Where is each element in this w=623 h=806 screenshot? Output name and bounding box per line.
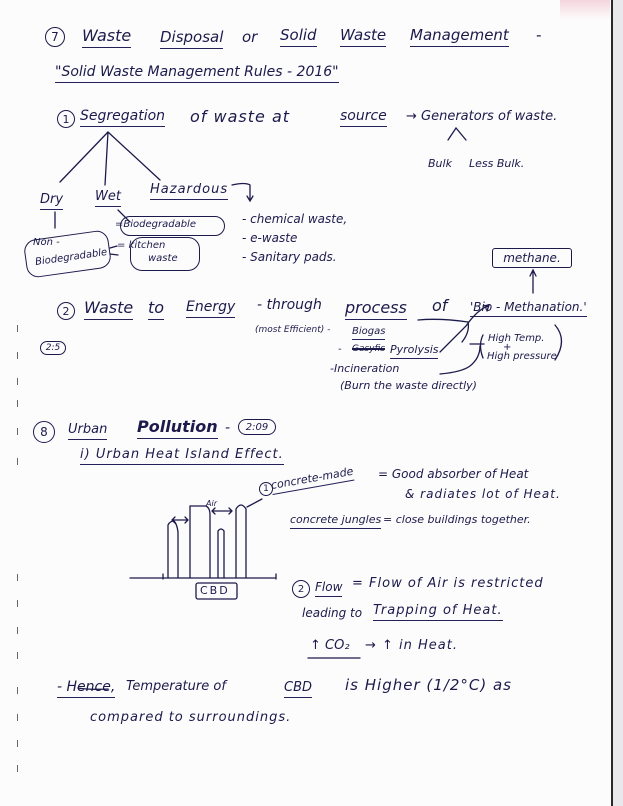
wet-kitchen: = kitchen: [117, 240, 166, 251]
uhi-point-2: 2: [292, 580, 310, 598]
hence-label: - Hence,: [57, 680, 115, 694]
hazardous-item-chemical: - chemical waste,: [242, 212, 348, 226]
methane-box: methane.: [492, 248, 572, 268]
section7-title-or: or: [242, 28, 258, 46]
hazardous-item-sanitary: - Sanitary pads.: [242, 250, 337, 264]
less-bulk-label: Less Bulk.: [469, 157, 525, 170]
segregation-label: Segregation: [80, 109, 165, 123]
concrete-made-label: concrete-made: [270, 466, 354, 491]
rules-title: "Solid Waste Management Rules - 2016": [55, 65, 339, 79]
section7-title-waste2: Waste: [340, 28, 386, 43]
most-efficient-note: (most Efficient) -: [255, 325, 331, 335]
section7-title-waste: Waste: [82, 28, 131, 44]
energy-label: Energy: [186, 300, 235, 314]
point-number-1: 1: [57, 110, 75, 128]
point-number-2: 2: [57, 302, 75, 320]
uhi-subheading: i) Urban Heat Island Effect.: [80, 448, 284, 461]
through-text: - through: [257, 297, 322, 313]
section8-title-pollution: Pollution: [137, 419, 218, 435]
section-number-8: 8: [33, 421, 55, 443]
section-number-7: 7: [45, 27, 65, 47]
close-buildings-text: = close buildings together.: [383, 513, 531, 526]
compared-text: compared to surroundings.: [90, 710, 292, 725]
section7-title-disposal: Disposal: [160, 30, 223, 45]
biomethanation-text: 'Bio - Methanation.': [470, 301, 587, 313]
condition-plus: +: [503, 342, 512, 353]
category-hazardous: Hazardous: [150, 183, 228, 196]
section7-title-management: Management: [410, 28, 509, 43]
section7-title-dash: -: [536, 26, 542, 44]
section7-title-solid: Solid: [280, 28, 317, 43]
process-text: process: [345, 300, 407, 316]
energy-waste: Waste: [84, 300, 133, 316]
source-label: source: [340, 109, 387, 123]
non-biodegradable-line1: Non -: [33, 237, 60, 248]
radiates-text: & radiates lot of Heat.: [405, 487, 561, 501]
method-pyrolysis: Pyrolysis: [390, 344, 438, 355]
co2-heat-text: → ↑ in Heat.: [365, 638, 459, 653]
wet-biodegradable: =Biodegradable: [115, 219, 196, 230]
good-absorber-text: = Good absorber of Heat: [378, 467, 529, 481]
time-badge: 2:5: [40, 341, 66, 355]
energy-to: to: [148, 300, 164, 316]
condition-high-pressure: High pressure: [487, 351, 557, 362]
section8-time-badge: 2:09: [238, 419, 276, 435]
method-struck-word: Gasyfis: [352, 344, 386, 354]
of-text: of: [432, 296, 448, 315]
method-incineration: -Incineration: [330, 362, 400, 375]
wet-waste: waste: [148, 253, 178, 264]
bulk-label: Bulk: [428, 157, 452, 170]
category-dry: Dry: [40, 193, 63, 206]
uhi-point-1: 1: [259, 482, 273, 496]
cbd-label: CBD: [200, 584, 230, 597]
leading-to-text: leading to: [302, 606, 363, 620]
incineration-note: (Burn the waste directly): [340, 379, 477, 392]
segregation-text: of waste at: [190, 107, 291, 126]
category-wet: Wet: [95, 190, 121, 203]
concrete-jungles-label: concrete jungles: [290, 514, 381, 525]
method-pyrolysis-dash: -: [338, 344, 342, 355]
higher-text: is Higher (1/2°C) as: [345, 676, 512, 694]
trapping-of-heat: Trapping of Heat.: [373, 604, 503, 617]
flow-label: Flow: [315, 581, 342, 593]
cbd-conclusion: CBD: [284, 681, 312, 694]
method-biogas: Biogas: [352, 327, 385, 337]
section8-title-dash: -: [225, 420, 231, 436]
generators-text: → Generators of waste.: [406, 109, 558, 124]
non-biodegradable-line2: Biodegradable: [34, 247, 108, 269]
temperature-text: Temperature of: [126, 679, 226, 694]
air-label: Air: [206, 499, 217, 508]
condition-high-temp: High Temp.: [488, 333, 545, 344]
co2-label: ↑ CO₂: [310, 638, 350, 653]
section8-title-urban: Urban: [68, 423, 107, 436]
hazardous-item-ewaste: - e-waste: [242, 231, 298, 245]
flow-text: = Flow of Air is restricted: [352, 576, 544, 591]
